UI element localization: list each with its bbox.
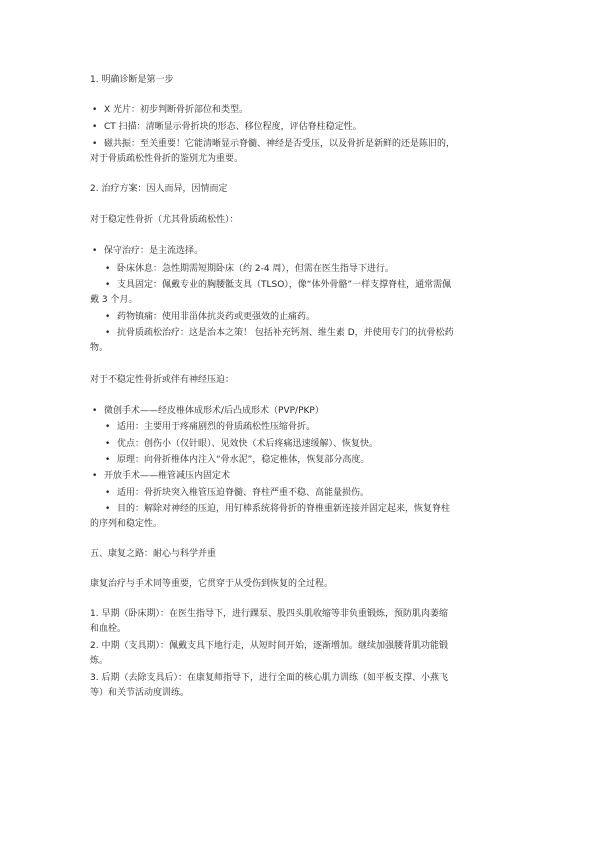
bullet: • bbox=[92, 246, 98, 256]
rehab-late: 3. 后期（去除支具后）：在康复师指导下，进行全面的核心肌力训练（如平板支撑、小燕飞 bbox=[90, 673, 448, 683]
bullet: • bbox=[92, 406, 98, 416]
item-conservative: 保守治疗：是主流选择。 bbox=[104, 246, 204, 256]
rehab-early-cont: 和血栓。 bbox=[90, 624, 127, 634]
bullet: • bbox=[105, 439, 111, 449]
rehab-mid: 2. 中期（支具期）：佩戴支具下地行走，从短时间开始，逐渐增加。继续加强腰背肌功能锻 bbox=[90, 641, 448, 651]
item-bed-rest: 卧床休息：急性期需短期卧床（约 2-4 周），但需在医生指导下进行。 bbox=[117, 264, 394, 274]
rehab-early: 1. 早期（卧床期）：在医生指导下，进行踝泵、股四头肌收缩等非负重锻炼，预防肌肉萎缩 bbox=[90, 609, 448, 619]
bullet: • bbox=[92, 105, 98, 115]
bullet: • bbox=[105, 455, 111, 465]
unstable-fracture-heading: 对于不稳定性骨折或伴有神经压迫： bbox=[90, 375, 235, 385]
item-mri: 磁共振：至关重要！它能清晰显示脊髓、神经是否受压，以及骨折是新鲜的还是陈旧的， bbox=[104, 139, 456, 149]
item-brace-cont: 戴 3 个月。 bbox=[90, 295, 138, 305]
section-title-treatment: 2. 治疗方案：因人而异，因情而定 bbox=[90, 184, 228, 194]
section-title-rehab: 五、康复之路：耐心与科学并重 bbox=[90, 549, 217, 559]
bullet: • bbox=[105, 488, 111, 498]
item-anti-osteo-cont: 物。 bbox=[90, 343, 109, 353]
item-open-goal-cont: 的序列和稳定性。 bbox=[90, 519, 163, 529]
item-minimal-surgery: 微创手术——经皮椎体成形术/后凸成形术（PVP/PKP） bbox=[104, 406, 324, 416]
rehab-intro: 康复治疗与手术同等重要，它贯穿于从受伤到恢复的全过程。 bbox=[90, 579, 334, 589]
bullet: • bbox=[105, 504, 111, 514]
item-open-surgery: 开放手术——椎管减压内固定术 bbox=[104, 471, 231, 481]
item-open-indication: 适用：骨折块突入椎管压迫脊髓、脊柱严重不稳、高能量损伤。 bbox=[117, 488, 370, 498]
item-min-advantage: 优点：创伤小（仅针眼）、见效快（术后疼痛迅速缓解）、恢复快。 bbox=[117, 439, 379, 449]
bullet: • bbox=[92, 122, 98, 132]
rehab-late-cont: 等）和关节活动度训练。 bbox=[90, 688, 190, 698]
stable-fracture-heading: 对于稳定性骨折（尤其骨质疏松性）： bbox=[90, 215, 239, 225]
item-pain: 药物镇痛：使用非甾体抗炎药或更强效的止痛药。 bbox=[117, 312, 316, 322]
bullet: • bbox=[105, 264, 111, 274]
bullet: • bbox=[105, 312, 111, 322]
bullet: • bbox=[105, 280, 111, 290]
section-title-diagnosis: 1. 明确诊断是第一步 bbox=[90, 75, 174, 85]
bullet: • bbox=[105, 328, 111, 338]
item-anti-osteo: 抗骨质疏松治疗：这是治本之策！ 包括补充钙剂、维生素 D，并使用专门的抗骨松药 bbox=[117, 328, 454, 338]
item-brace: 支具固定：佩戴专业的胸腰骶支具（TLSO），像“体外骨骼”一样支撑脊柱，通常需佩 bbox=[117, 280, 452, 290]
item-min-indication: 适用：主要用于疼痛剧烈的骨质疏松性压缩骨折。 bbox=[117, 422, 316, 432]
rehab-mid-cont: 炼。 bbox=[90, 656, 109, 666]
item-xray: X 光片：初步判断骨折部位和类型。 bbox=[104, 105, 249, 115]
item-min-principle: 原理：向骨折椎体内注入“骨水泥”，稳定椎体，恢复部分高度。 bbox=[117, 455, 370, 465]
item-ct: CT 扫描：清晰显示骨折块的形态、移位程度，评估脊柱稳定性。 bbox=[104, 122, 362, 132]
bullet: • bbox=[92, 139, 98, 149]
bullet: • bbox=[105, 422, 111, 432]
item-open-goal: 目的：解除对神经的压迫，用钉棒系统将骨折的脊椎重新连接并固定起来，恢复脊柱 bbox=[117, 504, 451, 514]
item-mri-cont: 对于骨质疏松性骨折的鉴别尤为重要。 bbox=[90, 154, 244, 164]
bullet: • bbox=[92, 471, 98, 481]
